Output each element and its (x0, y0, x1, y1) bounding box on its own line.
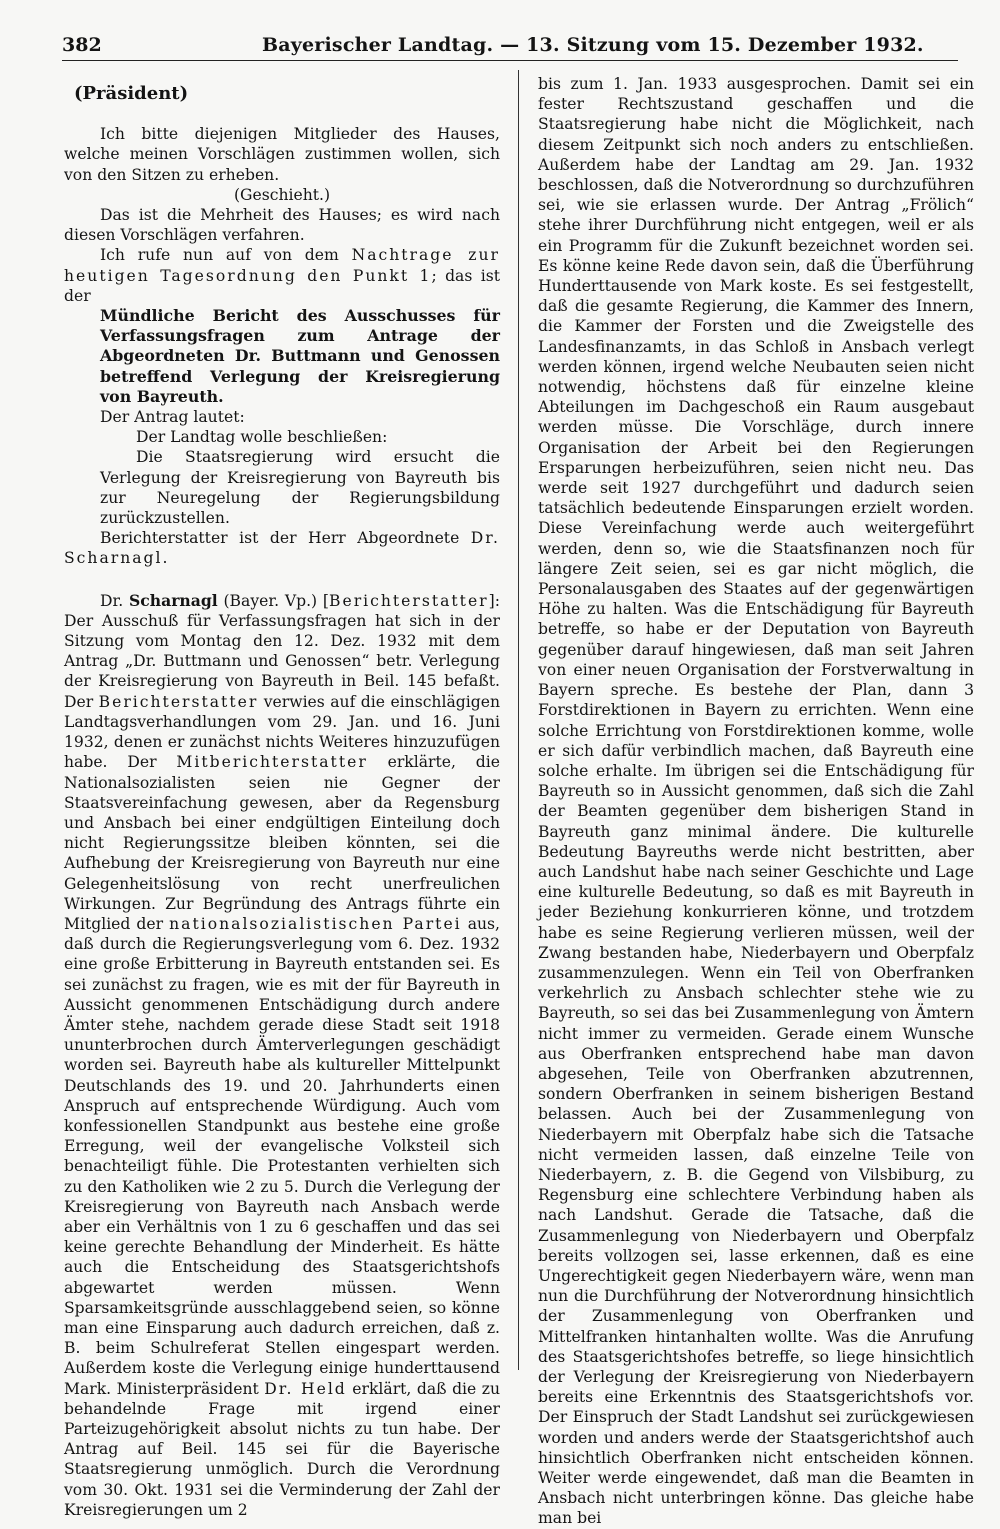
text-run: verwies auf die einschlägigen Landtagsverhandlungen vom 29. Jan. und 16. Juni 1932, denen er zunächst nichts Weiteres hinzuzufügen habe. Der (64, 692, 500, 772)
paragraph (64, 245, 500, 306)
text-run: (Bayer. Vp.) [ (217, 591, 329, 610)
speech-paragraph (64, 591, 500, 1520)
speaker-name: Scharnagl (129, 590, 218, 610)
spaced-text: Nachtrage zur heutigen Tagesordnung den Punkt 1 (64, 246, 500, 285)
paragraph: Das ist die Mehrheit des Hauses; es wird nach diesen Vorschlägen verfahren. (64, 206, 500, 245)
right-column (538, 74, 974, 1528)
motion-intro: Der Landtag wolle beschließen: (136, 428, 388, 447)
paragraph (64, 528, 500, 568)
page-number: 382 (62, 34, 102, 56)
page-header (62, 30, 958, 61)
speaker-heading: (Präsident) (74, 83, 189, 104)
text-run: Ich rufe nun auf von dem (100, 246, 352, 265)
spaced-text: nationalsozialistischen Partei (169, 914, 462, 933)
spaced-text: Dr. Scharnagl. (64, 529, 500, 568)
stage-direction: (Geschieht.) (233, 185, 331, 204)
paragraph: Der Antrag lautet: (100, 408, 245, 427)
spaced-text: Mitberichterstatter (176, 753, 368, 772)
running-title: Bayerischer Landtag. — 13. Sitzung vom 15. Dezember 1932. (262, 34, 924, 56)
text-run: erklärte, die Nationalsozialisten seien nie Gegner der Staatsvereinfachung gewesen, aber da Regensburg und Ansbach bei einer endgültigen Einteilung doch nicht Regierungssitze bleiben könnten, sei die Aufhebung der Kreisregierung von Bayreuth nur eine Gelegenheitslösung von recht unerfreulichen Wirkungen. Zur Begründung des Antrags führte ein Mitglied der (64, 753, 500, 933)
spaced-text: Berichterstatter (329, 591, 489, 610)
motion-text: Die Staatsregierung wird ersucht die Verlegung der Kreisregierung von Bayreuth bis zur Neuregelung der Regierungsbildung zurückzustellen. (100, 448, 500, 528)
text-run: aus, daß durch die Regierungsverlegung vom 6. Dez. 1932 eine große Erbitterung in Bayreuth entstanden sei. Es sei zunächst zu fragen, wie es mit der für Bayreuth in Aussicht genommenen Entschädigung durch andere Ämter stehe, nachdem gerade diese Stadt seit 1918 ununterbrochen durch Ämterverlegungen geschädigt worden sei. Bayreuth habe als kultureller Mittelpunkt Deutschlands des 19. und 20. Jahrhunderts einen Anspruch auf entsprechende Würdigung. Auch vom konfessionellen Standpunkt aus bestehe eine große Erregung, weil der evangelische Volksteil sich benachteiligt fühle. Die Protestanten verhielten sich zu den Katholiken wie 2 zu 5. Durch die Verlegung der Kreisregierung von Bayreuth nach Ansbach werde aber ein Verhältnis von 1 zu 6 geschaffen und das sei keine gerechte Behandlung der Minderheit. Es hätte auch die Entscheidung des Staatsgerichtshofs abgewartet werden müssen. Wenn Sparsamkeitsgründe ausschlaggebend seien, so könne man eine Einsparung auch dadurch erreichen, daß z. B. beim Schulreferat Stellen eingespart werden. Außerdem koste die Verlegung einige hunderttausend Mark. Ministerpräsident (64, 914, 501, 1398)
text-run: Dr. (100, 591, 129, 610)
left-column (64, 76, 501, 1519)
spaced-text: Berichterstatter (98, 692, 259, 711)
text-run: ]: Der Ausschuß für Verfassungsfragen hat sich in der Sitzung vom Montag den 12. Dez. 1932 mit dem Antrag „Dr. Buttmann und Genossen“ betr. Verlegung der Kreisregierung von Bayreuth in Beil. 145 befaßt. Der (64, 591, 500, 711)
paragraph: Ich bitte diejenigen Mitglieder des Hauses, welche meinen Vorschlägen zustimmen wollen, sich von den Sitzen zu erheben. (64, 125, 500, 184)
agenda-item-title: Mündliche Bericht des Ausschusses für Verfassungsfragen zum Antrage der Abgeordneten Dr. Buttmann und Genossen betreffend Verlegung der Kreisregierung von Bayreuth. (100, 306, 500, 406)
text-run: Berichterstatter ist der Herr Abgeordnete (100, 529, 471, 548)
spaced-text: Dr. Held (264, 1379, 347, 1398)
column-divider (518, 70, 519, 1370)
text-run: ; das ist der (64, 266, 500, 305)
continued-paragraph: bis zum 1. Jan. 1933 ausgesprochen. Damit sei ein fester Rechtszustand geschaffen und die Staatsregierung habe nicht die Möglichkeit, nach diesem Zeitpunkt sich noch anders zu entschließen. Außerdem habe der Landtag am 29. Jan. 1932 beschlossen, daß die Notverordnung so durchzuführen sei, wie sie erlassen wurde. Der Antrag „Frölich“ stehe ihrer Durchführung nicht entgegen, weil er als ein Programm für die Zukunft bezeichnet worden sei. Es könne keine Rede davon sein, daß die Überführung Hunderttausende von Mark koste. Es sei festgestellt, daß die gesamte Regierung, die Kammer des Innern, die Kammer der Forsten und die Zweigstelle des Landesfinanzamts, in das Schloß in Ansbach verlegt werden können, irgend welche Neubauten seien nicht notwendig, höchstens daß für einzelne kleine Abteilungen im Dachgeschoß ein Raum ausgebaut werden müsse. Die Vorschläge, durch innere Organisation der Arbeit bei den Regierungen Ersparungen herbeizuführen, seien nicht neu. Das werde seit 1927 durchgeführt und dadurch seien tatsächlich bedeutende Einsparungen erzielt worden. Diese Vereinfachung werde auch weitergeführt werden, denn so, wie die Staatsfinanzen noch für längere Zeit seien, sei es gar nicht möglich, die Personalausgaben des Staates auf der gegenwärtigen Höhe zu halten. Was die Entschädigung für Bayreuth betreffe, so habe er der Deputation von Bayreuth gegenüber darauf hingewiesen, daß man seit Jahren von einer neuen Organisation der Forstverwaltung in Bayern spreche. Es bestehe der Plan, dann 3 Forstdirektionen in Bayern zu errichten. Wenn eine solche Errichtung von Forstdirektionen komme, wolle er sich dafür verbindlich machen, daß Bayreuth eine solche erhalte. Im übrigen sei die Entschädigung für Bayreuth so in Aussicht genommen, daß sich die Zahl der Beamten gegenüber dem bisherigen Stand in Bayreuth ganz minimal ändere. Die kulturelle Bedeutung Bayreuths werde nicht bestritten, aber auch Landshut habe nach seiner Geschichte und Lage eine kulturelle Bedeutung, so daß es mit Bayreuth in jeder Beziehung konkurrieren könne, und trotzdem habe es seine Regierung verlieren müssen, weil der Zwang bestanden habe, Niederbayern und Oberpfalz zusammenzulegen. Wenn ein Teil von Oberfranken verkehrlich zu Ansbach schlechter stehe wie zu Bayreuth, so sei das bei Zusammenlegung von Ämtern nicht immer zu vermeiden. Gerade einem Wunsche aus Oberfranken entsprechend habe man davon abgesehen, Teile von Oberfranken abzutrennen, sondern Oberfranken in seinem bisherigen Bestand belassen. Auch bei der Zusammenlegung von Niederbayern mit Oberpfalz habe sich die Tatsache nicht vermeiden lassen, daß einzelne Teile von Niederbayern, z. B. die Gegend von Vilsbiburg, zu Regensburg eine schlechtere Verbindung haben als nach Landshut. Gerade die Tatsache, daß die Zusammenlegung von Niederbayern und Oberpfalz bereits vollzogen sei, lasse erkennen, daß es eine Ungerechtigkeit gegen Niederbayern wäre, wenn man nun die Durchführung der Notverordnung hinsichtlich der Zusammenlegung von Oberfranken und Mittelfranken hintanhalten wollte. Was die Anrufung des Staatsgerichtshofes betreffe, so liege hinsichtlich der Verlegung der Kreisregierung von Niederbayern bereits eine Erkenntnis des Staatsgerichtshofs vor. Der Einspruch der Stadt Landshut sei zurückgewiesen worden und anders werde der Staatsgerichtshof auch hinsichtlich Oberfranken nicht entscheiden können. Weiter werde eingewendet, daß man die Beamten in Ansbach nicht unterbringen könne. Das gleiche habe man bei (538, 75, 974, 1528)
text-run: erklärt, daß die zu behandelnde Frage mit irgend einer Parteizugehörigkeit absolut nichts zu tun habe. Der Antrag auf Beil. 145 sei für die Bayerische Staatsregierung unmöglich. Durch die Verordnung vom 30. Okt. 1931 sei die Verminderung der Zahl der Kreisregierungen um 2 (64, 1379, 501, 1519)
